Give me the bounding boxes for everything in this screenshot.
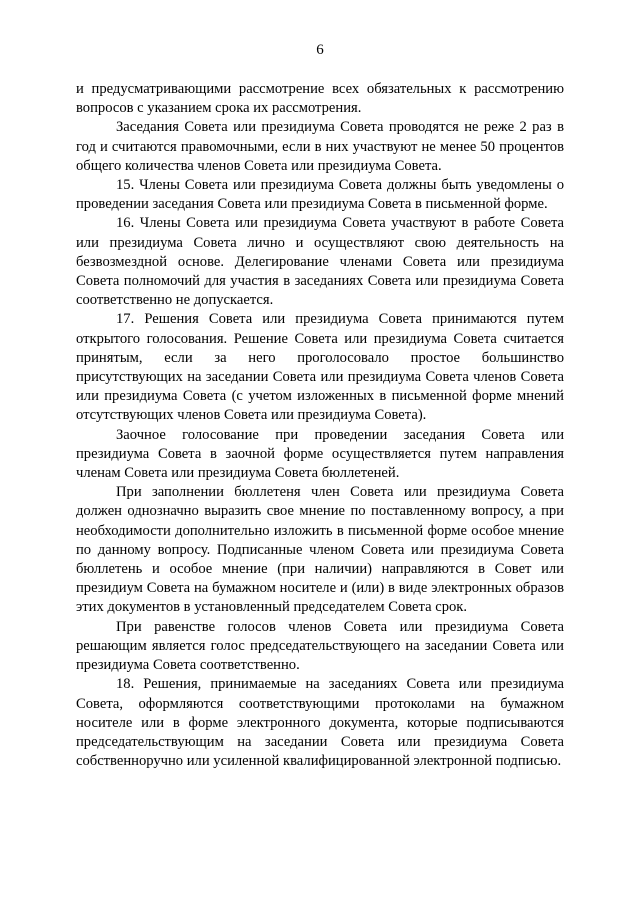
document-body (76, 80, 564, 771)
paragraph-meeting-frequency: Заседания Совета или президиума Совета проводятся не реже 2 раз в год и считаются правомочными, если в них участвуют не менее 50 процентов общего количества членов Совета или президиума Совета. (76, 119, 564, 174)
paragraph-item-16: 16. Члены Совета или президиума Совета участвуют в работе Совета или президиума Совета лично и осуществляют свою деятельность на безвозмездной основе. Делегирование членами Совета или президиума Совета полномочий для участия в заседаниях Совета или президиума Совета соответственно не допускается. (76, 215, 564, 309)
paragraph-item-18: 18. Решения, принимаемые на заседаниях Совета или президиума Совета, оформляются соответствующими протоколами на бумажном носителе или в форме электронного документа, которые подписываются председательствующим на заседании Совета или президиума Совета собственноручно или усиленной квалифицированной электронной подписью. (76, 676, 564, 770)
paragraph-absentee-voting: Заочное голосование при проведении заседания Совета или президиума Совета в заочной форме осуществляется путем направления членам Совета или президиума Совета бюллетеней. (76, 426, 564, 482)
paragraph-continuation: и предусматривающими рассмотрение всех обязательных к рассмотрению вопросов с указанием срока их рассмотрения. (76, 81, 564, 117)
paragraph-tie-vote: При равенстве голосов членов Совета или президиума Совета решающим является голос председательствующего на заседании Совета или президиума Совета соответственно. (76, 618, 564, 674)
paragraph-item-17: 17. Решения Совета или президиума Совета принимаются путем открытого голосования. Решение Совета или президиума Совета считается принятым, если за него проголосовало простое большинство присутствующих на заседании Совета или президиума Совета членов Совета или президиума Совета (с учетом изложенных в письменной форме мнений отсутствующих членов Совета или президиума Совета). (76, 311, 564, 424)
page-number: 6 (316, 42, 324, 58)
paragraph-item-15: 15. Члены Совета или президиума Совета должны быть уведомлены о проведении заседания Совета или президиума Совета в письменной форме. (76, 177, 564, 213)
paragraph-ballot-filling: При заполнении бюллетеня член Совета или президиума Совета должен однозначно выразить свое мнение по поставленному вопросу, а при необходимости дополнительно изложить в письменной форме особое мнение по данному вопросу. Подписанные членом Совета или президиума Совета бюллетень и особое мнение (при наличии) направляются в Совет или президиум Совета на бумажном носителе и (или) в виде электронных образов этих документов в установленный председателем Совета срок. (76, 484, 564, 616)
